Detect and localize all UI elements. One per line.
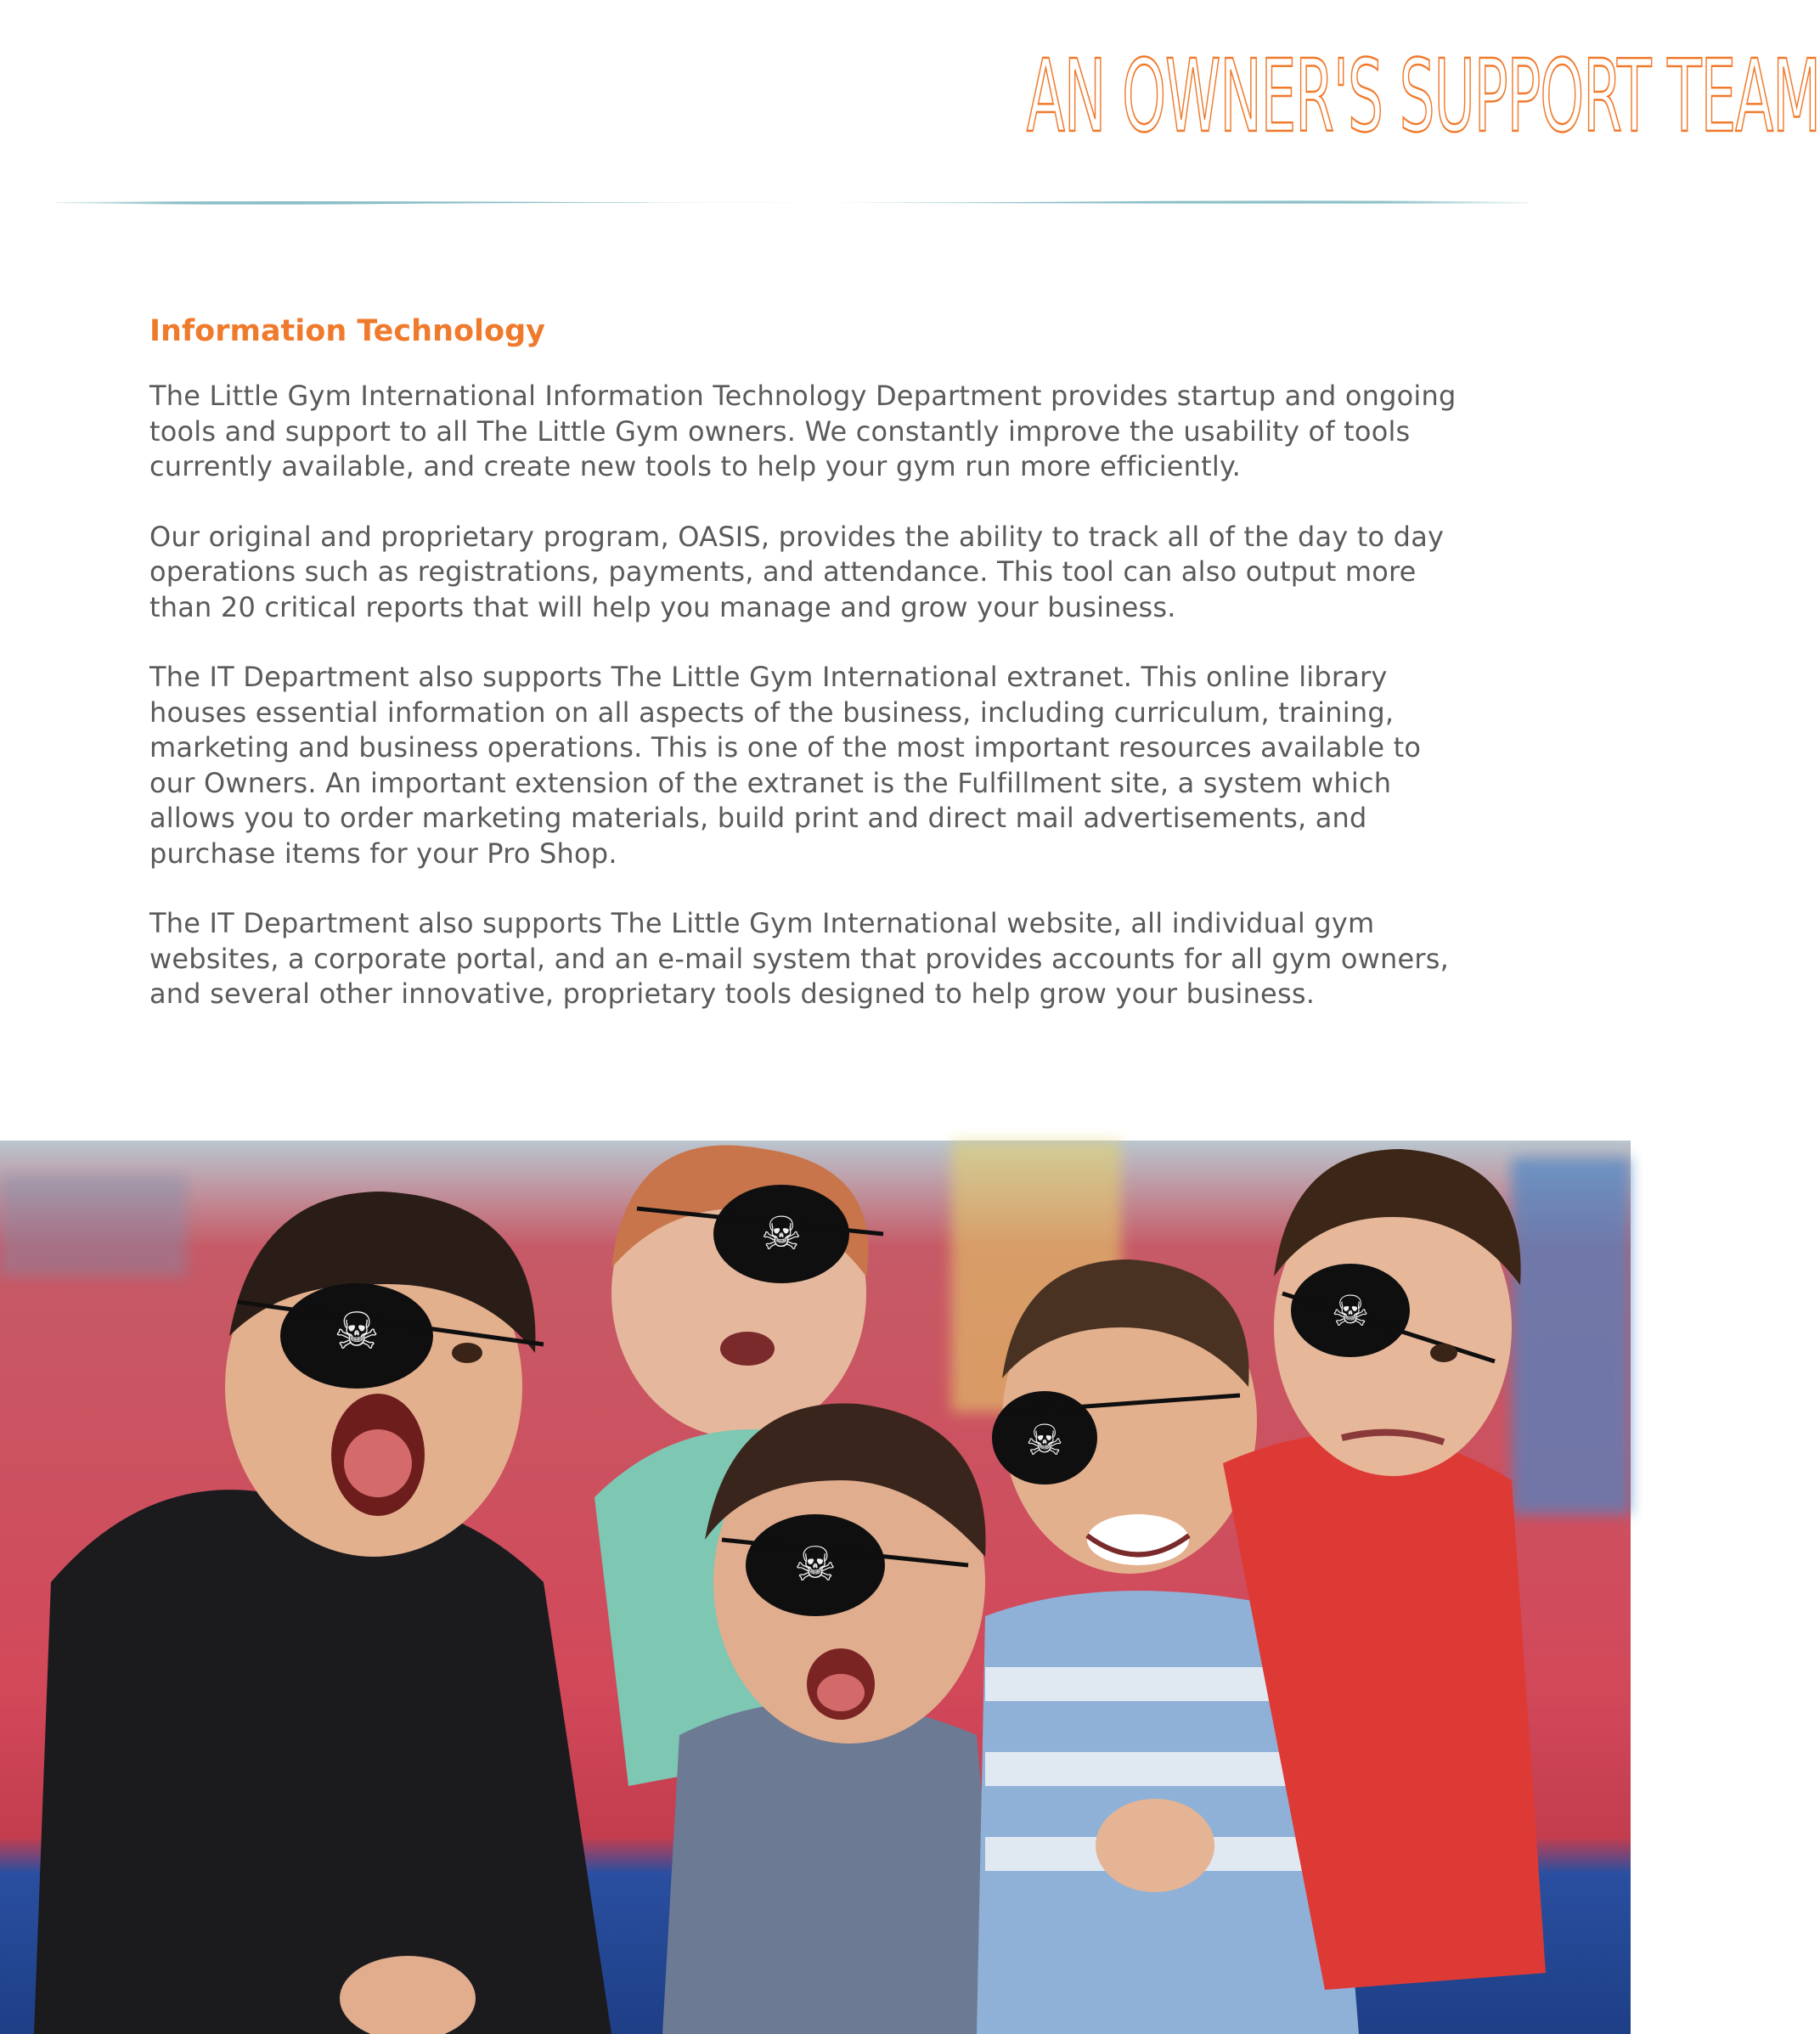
information-technology-section <box>149 307 1457 1047</box>
title-divider <box>56 199 1529 206</box>
section-heading: Information Technology <box>149 314 545 348</box>
photo-illustration <box>0 1141 1631 2034</box>
paragraph-extranet: The IT Department also supports The Little Gym International extranet. This online library houses essential information on all aspects of the business, including curriculum, training, marketing and business operations. This is one of the most important resources available to our Owners. An important extension of the extranet is the Fulfillment site, a system which allows you to order marketing materials, build print and direct mail advertisements, and purchase items for your Pro Shop. <box>149 661 1422 870</box>
page-title: AN OWNER'S SUPPORT TEAM <box>1026 37 1820 155</box>
svg-text:☠: ☠ <box>334 1302 380 1361</box>
svg-text:☠: ☠ <box>1025 1416 1064 1465</box>
svg-text:☠: ☠ <box>760 1207 803 1260</box>
paragraph-it-department: The Little Gym International Information Technology Department provides startup and ongoing tools and support to all The Little Gym owners. We constantly improve the usability of tools currently available, and create new tools to help your gym run more efficiently. <box>149 380 1457 482</box>
kids-pirate-photo <box>0 1141 1631 2034</box>
svg-text:☠: ☠ <box>793 1537 837 1592</box>
paragraph-websites: The IT Department also supports The Little Gym International website, all individual gym websites, a corporate portal, and an e-mail system that provides accounts for all gym owners, and several other innovative, proprietary tools designed to help grow your business. <box>149 907 1450 1010</box>
svg-text:☠: ☠ <box>1331 1287 1370 1336</box>
hand-foreground <box>1096 1799 1214 1892</box>
paragraph-oasis: Our original and proprietary program, OASIS, provides the ability to track all of the day to day operations such as registrations, payments, and attendance. This tool can also output more than 20 critical reports that will help you manage and grow your business. <box>149 520 1445 623</box>
